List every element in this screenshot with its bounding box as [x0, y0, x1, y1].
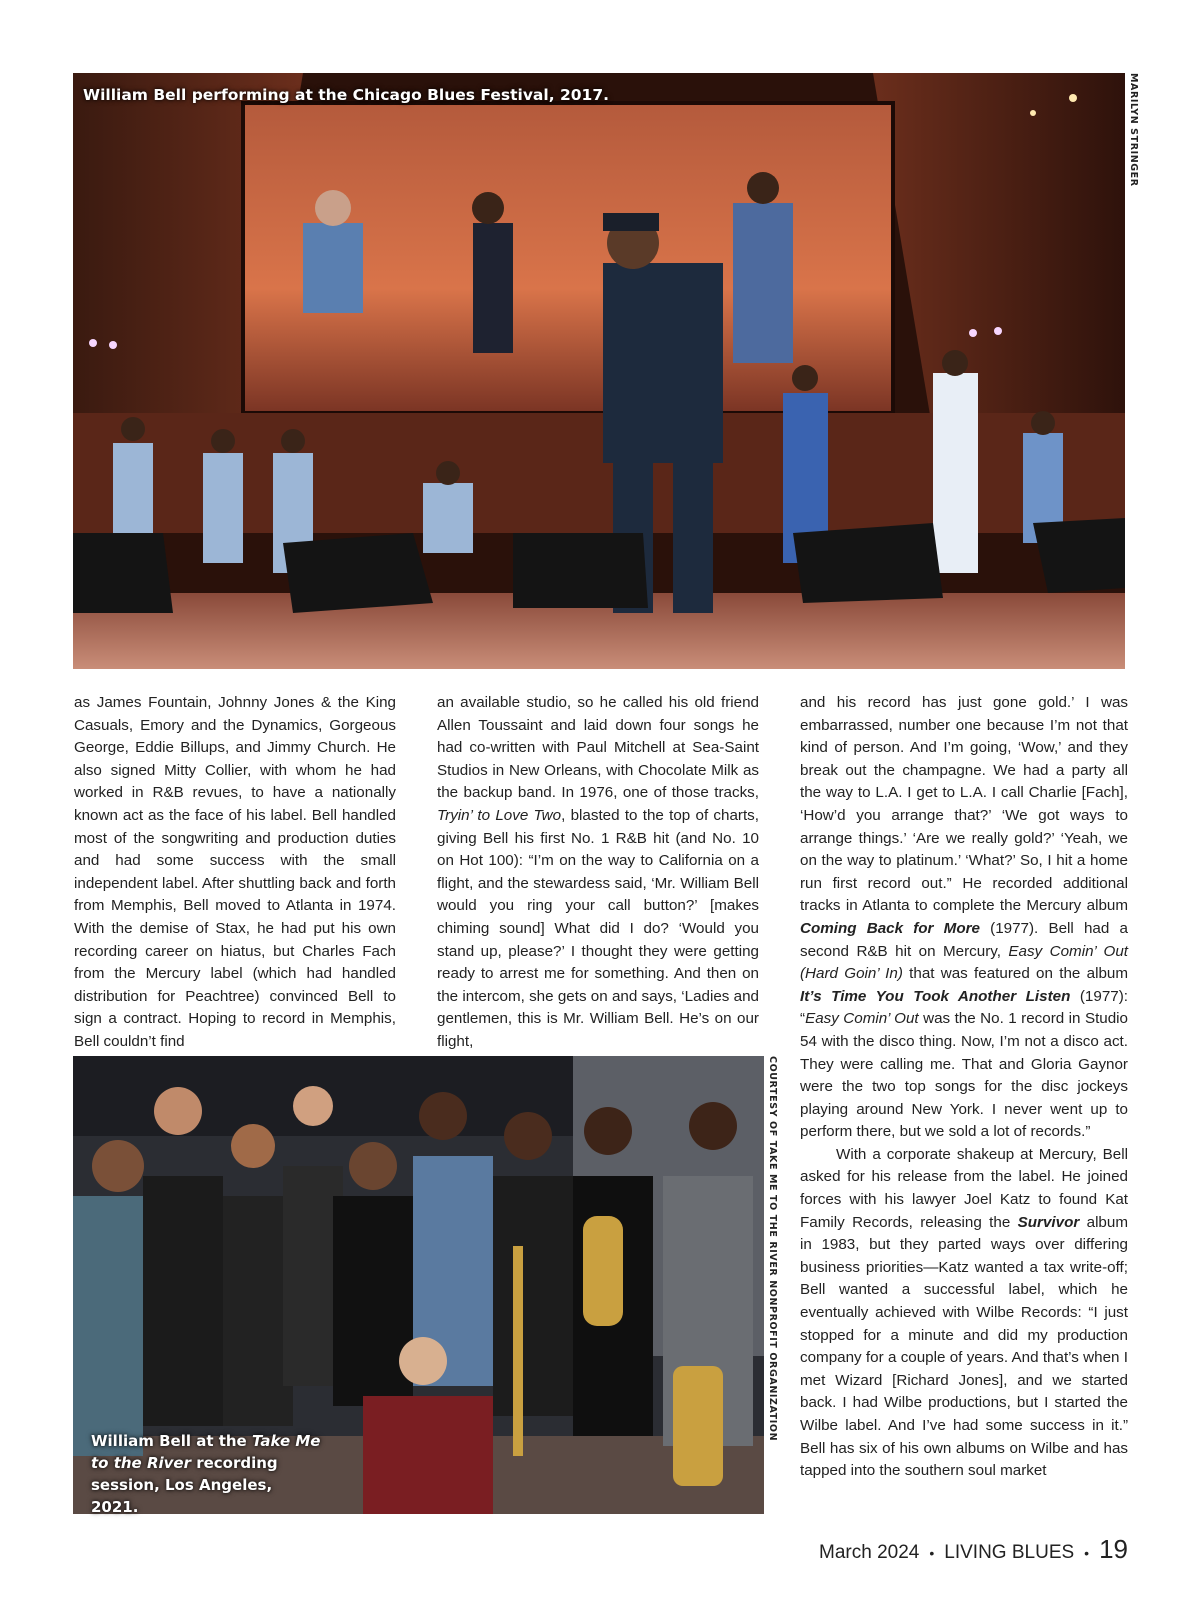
page-footer: [819, 1534, 1128, 1565]
magazine-name: LIVING BLUES: [944, 1542, 1075, 1563]
album-title: Coming Back for More: [800, 919, 980, 937]
song-title: Easy Comin’ Out (Hard Goin’ In): [800, 942, 1129, 983]
column-3-paragraph-1: and his record has just gone gold.’ I was embarrassed, number one because I’m not that kind of person. And I’m going, ‘Wow,’ and they break out the champagne. We had a party all the way to L.A. I get to L.A. I call Charlie [Fach], ‘How’d you arrange that?’ ‘We got ways to arrange things.’ ‘Are we really gold?’ ‘Yeah, we on the way to platinum.’ ‘What?’ So, I hit a home run first record out.” He recorded additional tracks in Atlanta to complete the Mercury album Coming Back for More (1977). Bell had a second R&B hit on Mercury, Easy Comin’ Out (Hard Goin’ In) that was featured on the album It’s Time You Took Another Listen (1977): “Easy Comin’ Out was the No. 1 record in Studio 54 with the disco thing. Now, I’m not a disco act. They were calling me. That and Gloria Gaynor were the two top songs for the disc jockeys playing around New York. I never went up to perform there, but we sold a lot of records.”: [800, 694, 1129, 1141]
album-title: It’s Time You Took Another Listen: [800, 987, 1071, 1005]
page-number: 19: [1099, 1534, 1128, 1564]
top-photo-caption: William Bell performing at the Chicago Blues Festival, 2017.: [83, 86, 610, 104]
column-3-paragraph-2: With a corporate shakeup at Mercury, Bell asked for his release from the label. He joined forces with his lawyer Joel Katz to found Kat Family Records, releasing the Survivor album in 1983, but they parted ways over differing business priorities—Katz wanted a tax write-off; Bell wanted a successful label, which he eventually achieved with Wilbe Records: “I just stopped for a minute and did my production company for a couple of years. And that’s when I met Wizard [Richard Jones], and we started back. I had Wilbe productions, but I started the Wilbe label. And I’ve had some success in it.” Bell has six of his own albums on Wilbe and has tapped into the southern soul market: [800, 1145, 1128, 1480]
separator-dot: •: [929, 1545, 935, 1561]
column-1-paragraph: as James Fountain, Johnny Jones & the King Casuals, Emory and the Dynamics, Gorgeous George, Eddie Billups, and Jimmy Church. He also signed Mitty Collier, with whom he had worked in R&B revues, to have a nationally known act as the face of his label. Bell handled most of the songwriting and production duties and had some success with the small independent label. After shuttling back and forth from Memphis, Bell moved to Atlanta in 1974. With the demise of Stax, he had put his own recording career on hiatus, but Charles Fach from the Mercury label (which had handled distribution for Peachtree) convinced Bell to sign a contract. Hoping to record in Memphis, Bell couldn’t find: [74, 694, 396, 1050]
album-title: Survivor: [1017, 1213, 1080, 1231]
song-title: Easy Comin’ Out: [805, 1010, 919, 1028]
article-column-1: [74, 692, 396, 1054]
issue-date: March 2024: [819, 1542, 920, 1563]
column-2-paragraph: an available studio, so he called his old friend Allen Toussaint and laid down four songs he had co-written with Paul Mitchell at Sea-Saint Studios in New Orleans, with Chocolate Milk as the backup band. In 1976, one of those tracks, Tryin’ to Love Two, blasted to the top of charts, giving Bell his first No. 1 R&B hit (and No. 10 on Hot 100): “I’m on the way to California on a flight, and the stewardess said, ‘Mr. William Bell would you ring your call button?’ [makes chiming sound] What did I do? ‘Would you stand up, please?’ I thought they were getting ready to arrest me for something. And then on the intercom, she gets on and says, ‘Ladies and gentlemen, this is Mr. William Bell. He’s on our flight,: [437, 694, 759, 1050]
article-column-2: [437, 692, 759, 1054]
song-title: Tryin’ to Love Two: [437, 806, 562, 824]
bottom-photo-caption: William Bell at the Take Me to the River recording session, Los Angeles, 2021.: [91, 1432, 321, 1516]
concert-photo: [73, 73, 1125, 669]
concert-photo-illustration: [73, 73, 1125, 669]
article-column-3: [800, 692, 1128, 1483]
bottom-photo-credit: COURTESY OF TAKE ME TO THE RIVER NONPROFIT ORGANIZATION: [767, 1056, 778, 1442]
separator-dot: •: [1084, 1545, 1090, 1561]
top-photo-credit: MARILYN STRINGER: [1128, 73, 1139, 187]
